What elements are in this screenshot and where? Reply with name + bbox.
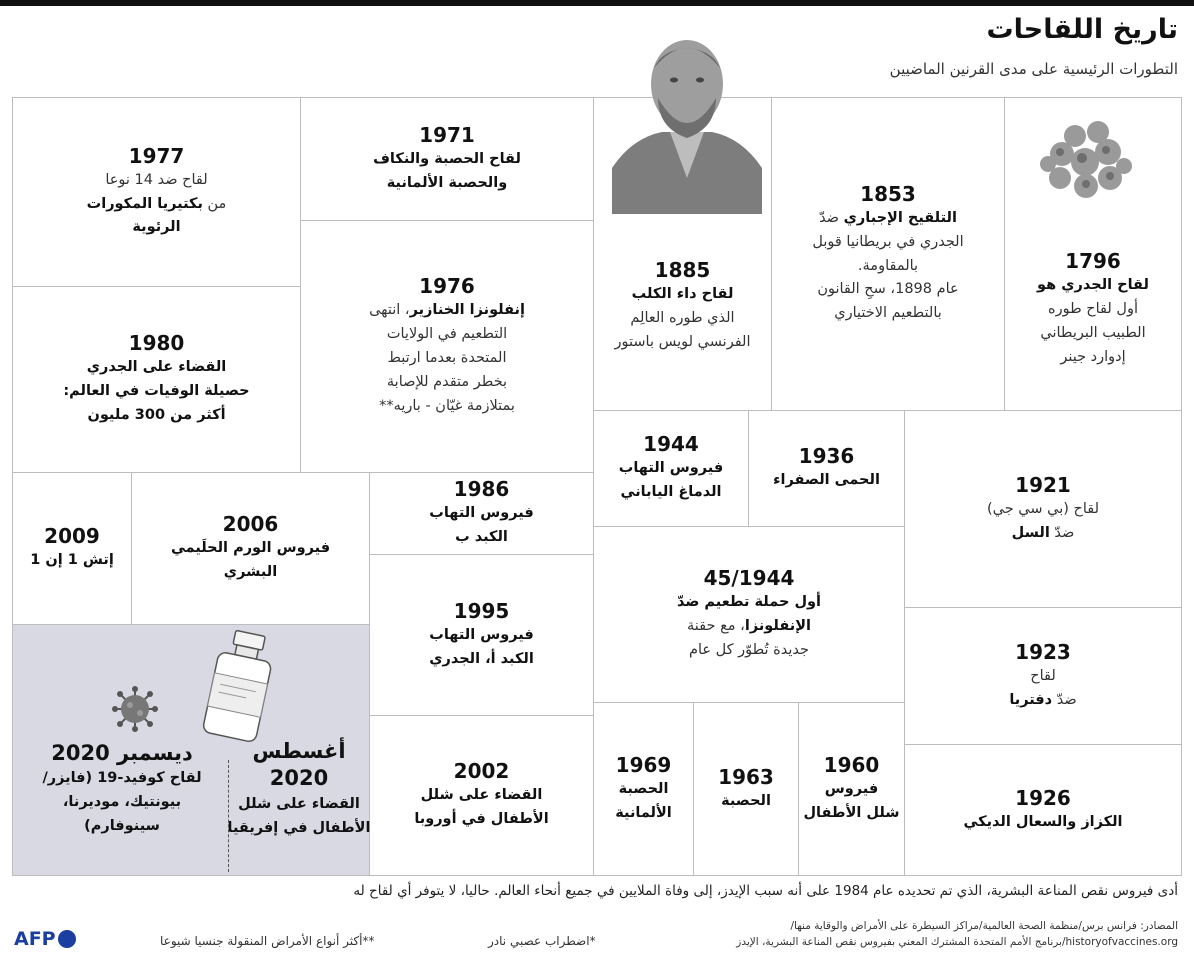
afp-logo [14, 928, 76, 950]
year: 1960 [823, 752, 880, 777]
entry-line: الحصبة [721, 792, 771, 809]
entry-2009 [12, 472, 132, 625]
year: 1926 [1015, 785, 1071, 810]
entry-1923 [904, 607, 1182, 745]
year: 1986 [453, 477, 510, 502]
year: 1885 [654, 258, 711, 283]
dashed-divider [228, 760, 229, 872]
entry-line: فيروس [824, 780, 879, 797]
year: 1796 [1065, 249, 1121, 274]
entry-1921 [904, 410, 1182, 608]
entry-line [819, 207, 957, 231]
sources [736, 918, 1178, 951]
entry-line: المتحدة بعدما ارتبط [387, 350, 507, 367]
year: ديسمبر 2020 [51, 741, 193, 765]
footnote-sti: **أكثر أنواع الأمراض المنقولة جنسيا شيوعا [160, 934, 375, 948]
entry-line: بالتطعيم الاختياري [834, 305, 942, 322]
entry-line: الفرنسي لويس باستور [614, 334, 751, 351]
entry-line: التطعيم في الولايات [386, 326, 508, 343]
entry-line: البشري [223, 564, 278, 580]
hiv-note: أدى فيروس نقص المناعة البشرية، الذي تم تحديده عام 1984 على أنه سبب الإيدز، إلى وفاة الملايين في جميع أنحاء العالم. حاليا، لا يتوفر أي لقاح له [353, 883, 1178, 899]
entry-1960 [798, 702, 905, 876]
text: ضدّ [1049, 524, 1075, 541]
entry-line [687, 615, 811, 639]
page-title: تاريخ اللقاحات [986, 14, 1178, 45]
entry-line: عام 1898، سحِ القانون [817, 281, 959, 298]
entry-line: الأطفال في أوروبا [414, 811, 549, 827]
entry-1936 [748, 410, 905, 527]
text: ، انتهى [369, 302, 410, 319]
year: 1921 [1015, 472, 1071, 497]
entry-1926 [904, 744, 1182, 876]
entry-line: بيونتيك، موديرنا، [62, 794, 182, 811]
entry-1995 [369, 554, 594, 716]
entry-1944-45-influenza [593, 526, 905, 703]
entry-1977 [12, 97, 301, 287]
entry-line: الأطفال في إفريقيا [227, 819, 371, 836]
page-subtitle: التطورات الرئيسية على مدى القرنين الماضيين [889, 60, 1178, 78]
afp-logo-text: AFP [14, 928, 56, 950]
entry-line: لقاح الجدري هو [1037, 277, 1149, 294]
entry-1969 [593, 702, 694, 876]
coronavirus-icon [112, 686, 158, 732]
entry-line: لقاح [1030, 667, 1056, 684]
entry-line: الجدري في بريطانيا قوبل [812, 233, 964, 250]
entry-line: فيروس التهاب [429, 505, 534, 522]
year: 1923 [1015, 639, 1071, 664]
entry-line: لقاح ضد 14 نوعا [105, 171, 208, 188]
entry-line: بخطر متقدم للإصابة [386, 373, 508, 390]
entry-line: أول لقاح طوره [1048, 301, 1138, 318]
year: 1971 [419, 122, 475, 147]
entry-line: لقاح الحصبة والنكاف [373, 150, 521, 167]
entry-line: الحصبة [618, 780, 669, 797]
entry-line: فيروس التهاب [618, 460, 724, 477]
entry-1853 [771, 97, 1005, 411]
entry-line: إدوارد جينر [1060, 349, 1126, 366]
louis-pasteur-portrait-icon [612, 28, 762, 214]
bold-text: التلقيح الإجباري [843, 209, 957, 226]
year: 1936 [798, 444, 855, 469]
bold-text: دفتريا [1009, 691, 1053, 708]
entry-line: أول حملة تطعيم ضدّ [676, 594, 822, 611]
text: ضدّ [819, 209, 844, 226]
year: 1963 [718, 764, 774, 789]
afp-logo-dot-icon [58, 930, 76, 948]
bold-text: بكتيريا المكورات [86, 195, 203, 212]
entry-line: الحمى الصفراء [773, 472, 880, 489]
entry-1976 [300, 220, 594, 473]
year: 2006 [222, 512, 279, 537]
sources-line: المصادر: فرانس برس/منظمة الصحة العالمية/مراكز السيطرة على الأمراض والوقاية منها/ [790, 920, 1178, 932]
entry-line: لقاح (بي سي جي) [986, 500, 1100, 517]
entry-line: الطبيب البريطاني [1040, 325, 1146, 342]
entry-line: أكثر من 300 مليون [87, 406, 226, 423]
year: 1976 [419, 274, 475, 299]
entry-line: الرئوية [132, 219, 181, 236]
entry-1980 [12, 286, 301, 473]
entry-line: جديدة تُطوّر كل عام [689, 641, 810, 658]
year: 1980 [128, 331, 185, 356]
entry-line [1009, 689, 1076, 713]
entry-line: القضاء على شلل [238, 795, 360, 812]
entry-line: الذي طوره العالِم [630, 310, 735, 327]
entry-line [369, 299, 525, 323]
bold-text: إنفلونزا الخنازير [409, 302, 525, 319]
entry-line: لقاح كوفيد-19 (فايزر/ [42, 770, 202, 787]
year: 1995 [453, 598, 510, 623]
entry-2020-december [16, 740, 228, 839]
text: ضدّ [1052, 691, 1077, 708]
footnote-rare-neurological: *اضطراب عصبي نادر [488, 934, 596, 948]
text: ، مع حقنة [687, 618, 745, 635]
entry-line: فيروس التهاب [429, 626, 534, 643]
year: 45/1944 [703, 566, 795, 591]
entry-line [1012, 522, 1075, 546]
year: 1853 [860, 181, 916, 206]
year: 1969 [615, 752, 672, 777]
entry-1986 [369, 472, 594, 555]
bold-text: الإنفلونزا [744, 618, 811, 635]
entry-line: بمتلازمة غيّان - باريه** [379, 397, 515, 414]
entry-line: إتش 1 إن 1 [30, 552, 114, 569]
entry-line: الكبد أ، الجدري [429, 650, 534, 667]
entry-line: الكبد ب [455, 529, 508, 545]
entry-line: فيروس الورم الحلَيمي [170, 540, 331, 557]
entry-line: القضاء على الجدري [86, 359, 227, 376]
entry-line: شلل الأطفال [803, 804, 900, 821]
year: 2002 [453, 759, 510, 784]
text: من [202, 195, 227, 212]
entry-1944-japanese-encephalitis [593, 410, 749, 527]
entry-line: الدماغ الياباني [620, 484, 722, 500]
entry-line: سينوفارم) [84, 818, 160, 835]
entry-2006 [131, 472, 370, 625]
entry-line: والحصبة الألمانية [386, 174, 508, 191]
vaccine-vial-icon [198, 628, 278, 746]
year: 2009 [44, 524, 100, 549]
entry-line: بالمقاومة. [857, 257, 919, 274]
entry-2002 [369, 715, 594, 876]
sources-line: historyofvaccines.org/برنامج الأمم المتحدة المشترك المعني بفيروس نقص المناعة البشرية، الإيدز [736, 936, 1178, 949]
entry-line: لقاح داء الكلب [631, 286, 734, 303]
year: 1944 [643, 432, 699, 457]
entry-line: حصيلة الوفيات في العالم: [63, 383, 250, 400]
entry-line [87, 193, 227, 217]
entry-2020-august [227, 738, 371, 840]
entry-1971 [300, 97, 594, 221]
entry-1963 [693, 702, 799, 876]
entry-line: الكزاز والسعال الديكي [963, 813, 1123, 830]
year: أغسطس [252, 739, 346, 763]
smallpox-virus-icon [1030, 112, 1140, 212]
entry-line: الألمانية [615, 804, 672, 821]
year: 2020 [269, 766, 329, 791]
entry-line: القضاء على شلل [420, 787, 543, 804]
year: 1977 [128, 143, 185, 168]
bold-text: السل [1011, 524, 1050, 541]
